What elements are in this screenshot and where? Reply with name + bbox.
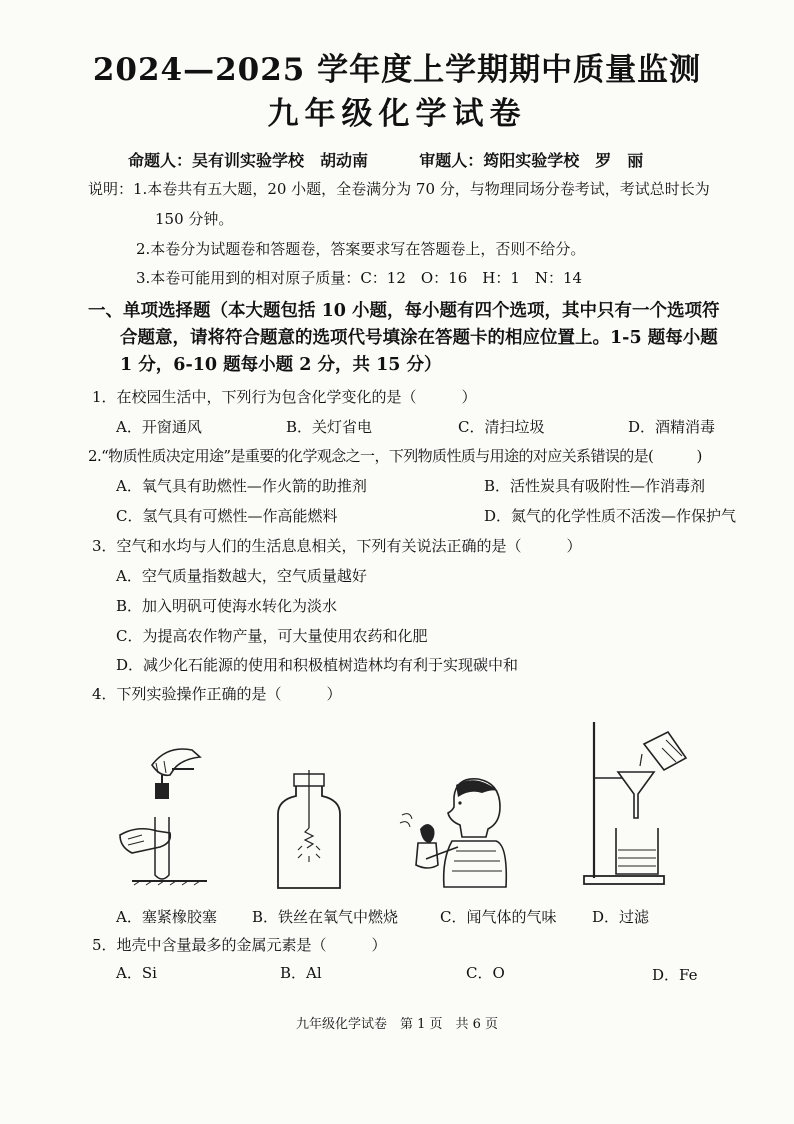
question-3-option-a: A．空气质量指数越大，空气质量越好 [116,567,367,585]
question-4-option-c: C．闻气体的气味 [440,908,557,926]
section-1-heading-cont2: 1 分，6-10 题每小题 2 分，共 15 分） [120,355,442,375]
question-5-option-a: A．Si [116,964,157,982]
exam-subtitle: 九年级化学试卷 [267,96,527,132]
question-4-option-d: D．过滤 [592,908,650,926]
question-5-option-b: B．Al [280,964,322,982]
authors-line [128,148,643,171]
question-3-option-d: D．减少化石能源的使用和积极植树造林均有利于实现碳中和 [116,656,519,674]
figure-iron-wire-burning [272,770,352,895]
question-4-option-a: A．塞紧橡胶塞 [116,908,217,926]
page-footer: 九年级化学试卷 第 1 页 共 6 页 [295,1017,499,1032]
question-2-option-c: C．氢气具有可燃性—作高能燃料 [116,507,338,525]
question-1-option-a: A．开窗通风 [116,418,202,436]
question-3-stem: 3．空气和水均与人们的生活息息相关，下列有关说法正确的是（ ） [92,537,582,555]
reviewer-label: 审题人： [419,151,484,170]
question-5-option-c: C．O [466,964,505,982]
question-2-option-b: B．活性炭具有吸附性—作消毒剂 [484,477,706,495]
question-4-option-b: B．铁丝在氧气中燃烧 [252,908,399,926]
exam-title: 2024—2025 学年度上学期期中质量监测 [92,52,702,88]
note-3: 3.本卷可能用到的相对原子质量：C：12 O：16 H：1 N：14 [136,269,583,287]
figure-stopper-insertion [112,735,222,890]
note-1: 说明：1.本卷共有五大题，20 小题，全卷满分为 70 分，与物理同场分卷考试，考试总时长为 [88,180,710,198]
figure-filtration [582,718,692,888]
question-2-option-a: A．氧气具有助燃性—作火箭的助推剂 [116,477,367,495]
question-5-stem: 5．地壳中含量最多的金属元素是（ ） [92,936,387,954]
question-1-option-c: C．清扫垃圾 [458,418,545,436]
question-3-option-c: C．为提高农作物产量，可大量使用农药和化肥 [116,627,428,645]
note-2: 2.本卷分为试题卷和答题卷，答案要求写在答题卷上，否则不给分。 [136,240,586,258]
question-1-stem: 1．在校园生活中，下列行为包含化学变化的是（ ） [92,388,477,406]
question-3-option-b: B．加入明矾可使海水转化为淡水 [116,597,338,615]
question-2-stem: 2.“物质性质决定用途”是重要的化学观念之一，下列物质性质与用途的对应关系错误的是( ) [88,447,702,465]
section-1-heading: 一、单项选择题（本大题包括 10 小题，每小题有四个选项，其中只有一个选项符 [88,301,720,321]
question-5-option-d: D．Fe [652,966,698,984]
question-4-stem: 4．下列实验操作正确的是（ ） [92,685,342,703]
note-1-cont: 150 分钟。 [155,210,234,228]
reviewer-name: 筠阳实验学校 罗 丽 [483,151,644,170]
question-1-option-d: D．酒精消毒 [628,418,716,436]
section-1-heading-cont: 合题意，请将符合题意的选项代号填涂在答题卡的相应位置上。1-5 题每小题 [120,328,718,348]
setter-label: 命题人： [128,151,193,170]
setter-name: 吴有训实验学校 胡动南 [192,151,369,170]
question-1-option-b: B．关灯省电 [286,418,373,436]
figure-smelling-gas [396,775,511,895]
question-2-option-d: D．氮气的化学性质不活泼—作保护气 [484,507,737,525]
